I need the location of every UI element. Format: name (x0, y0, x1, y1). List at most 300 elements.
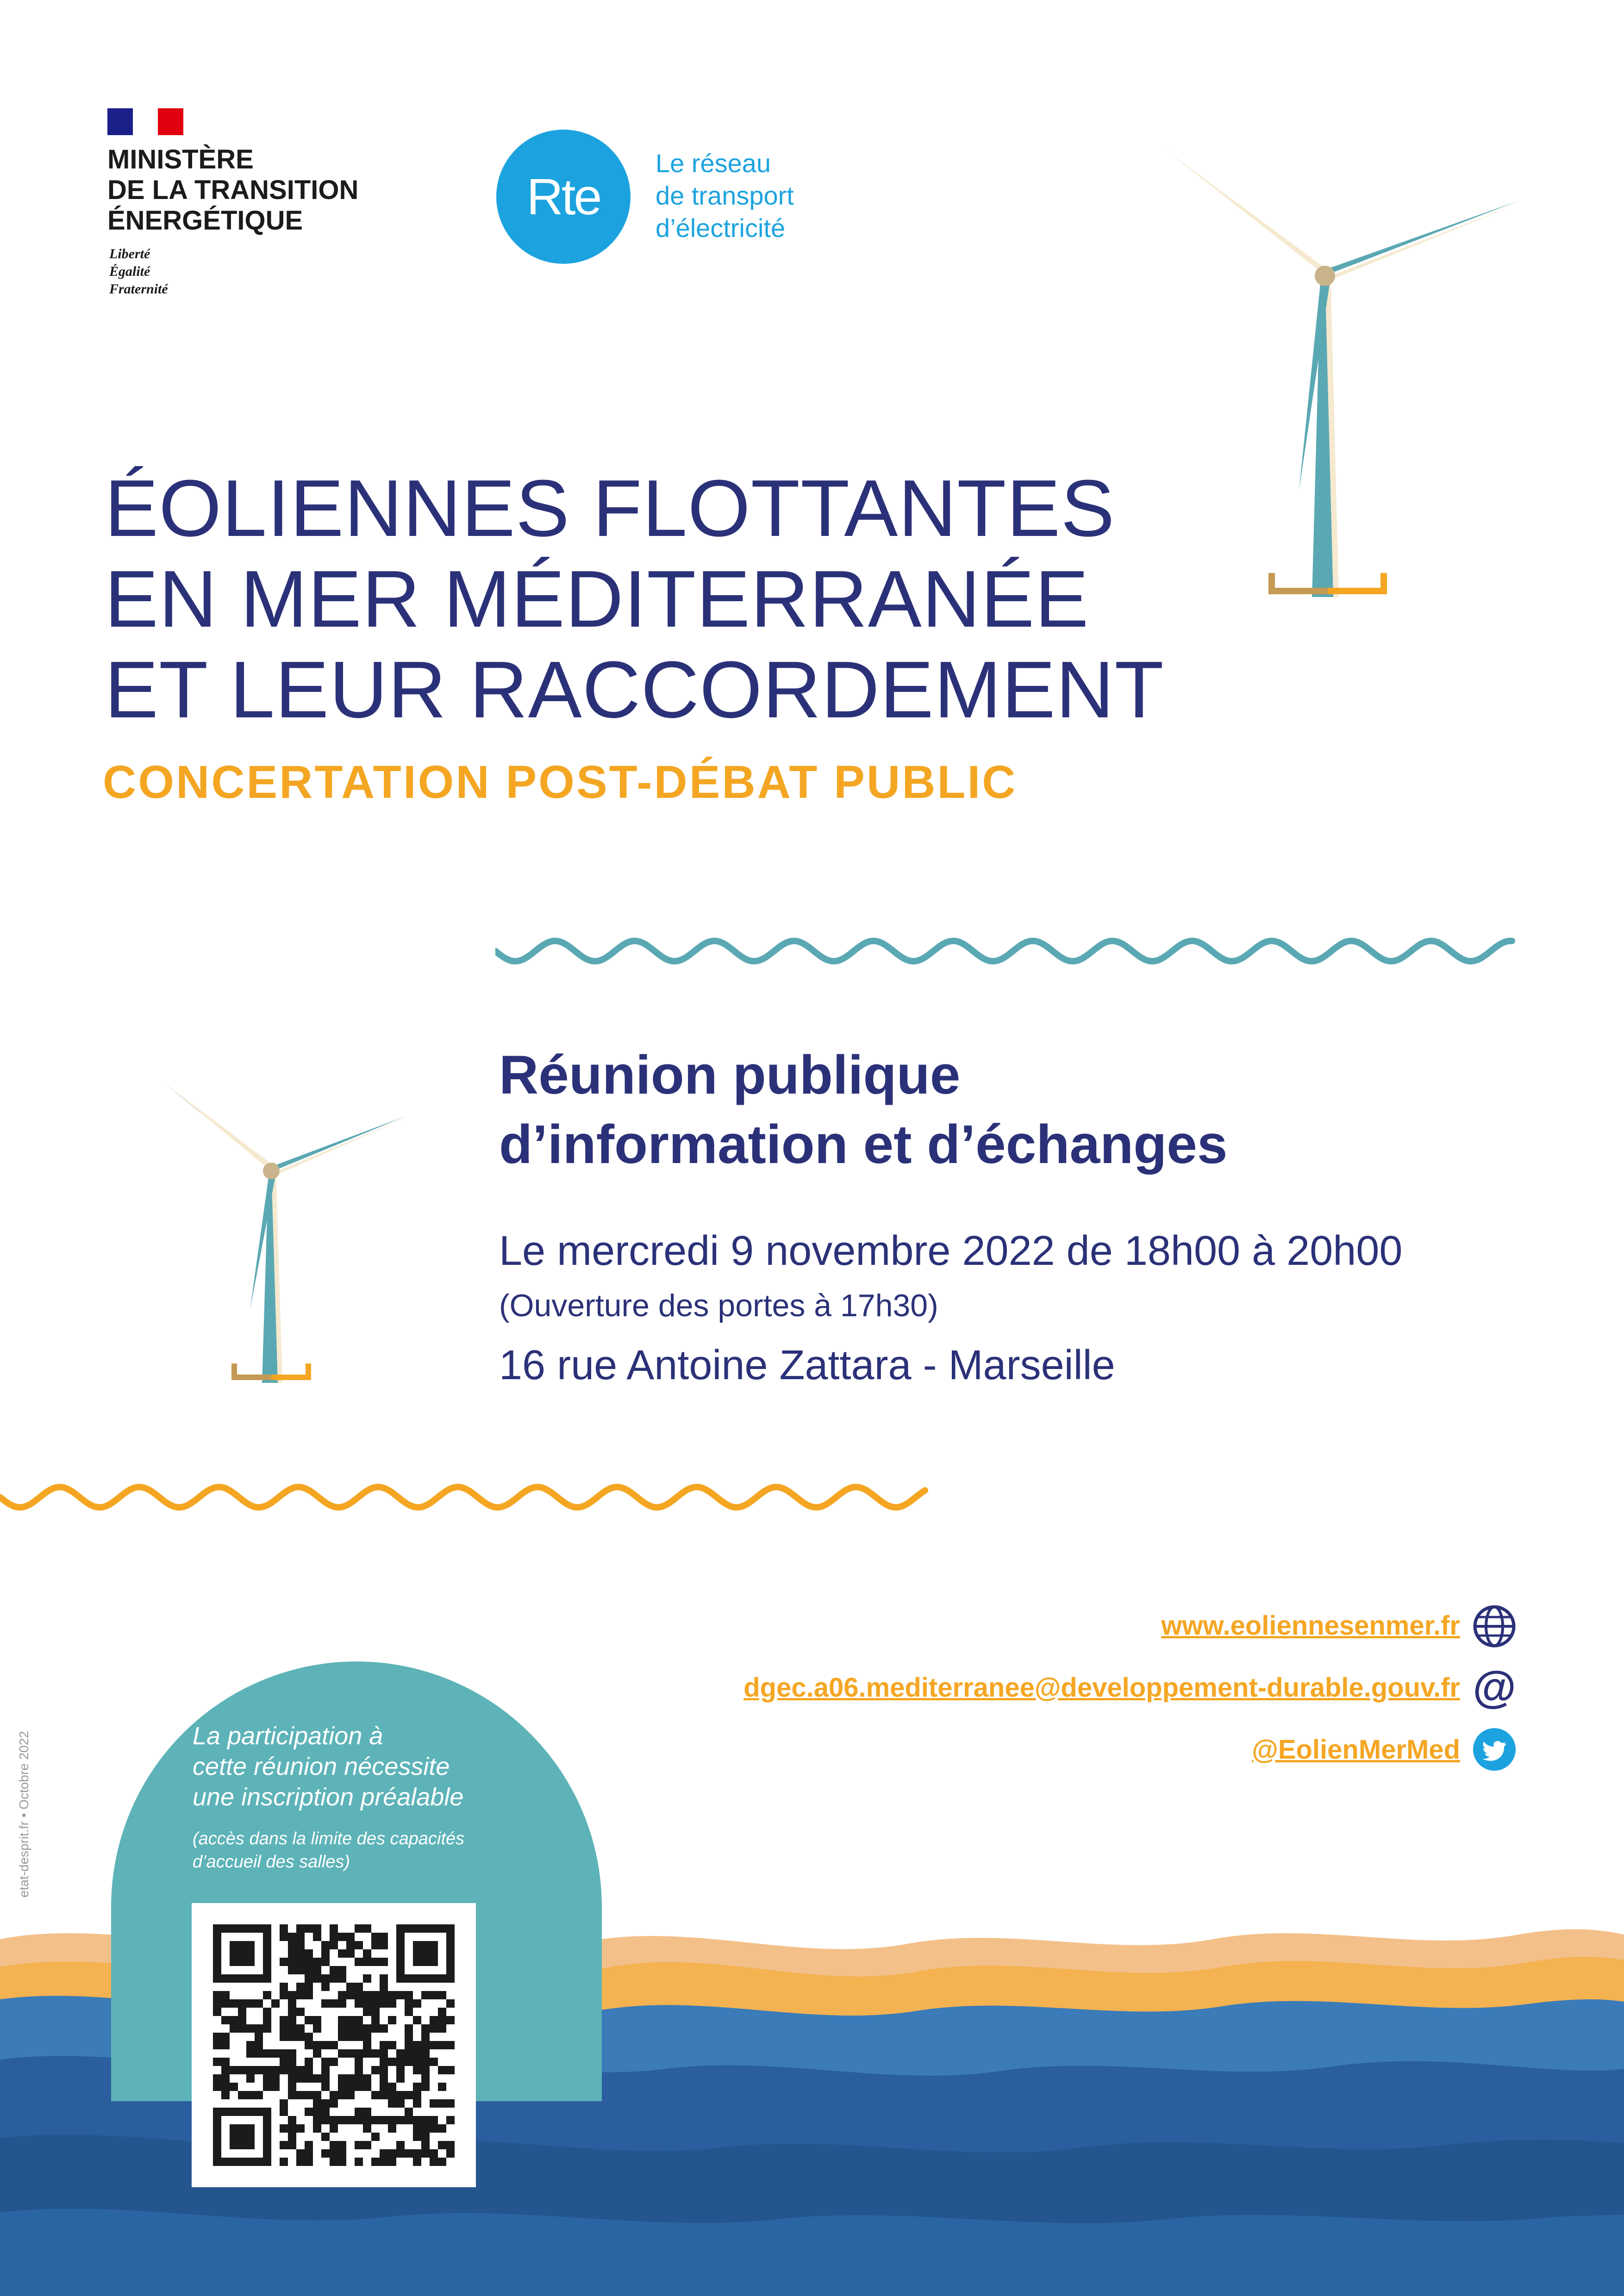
qr-module (305, 1974, 313, 1983)
twitter-link[interactable]: @EolienMerMed (1252, 1735, 1460, 1765)
qr-module (430, 1924, 438, 1933)
qr-module (280, 2024, 288, 2033)
qr-module (446, 2041, 455, 2049)
qr-module (246, 1958, 255, 1966)
qr-module (321, 1949, 330, 1958)
qr-module (446, 1933, 455, 1941)
registration-message (193, 1721, 563, 1812)
qr-module (255, 1999, 263, 2008)
qr-module (321, 2083, 330, 2091)
qr-module (346, 2024, 355, 2033)
qr-module (305, 2091, 313, 2099)
qr-module (413, 2099, 421, 2108)
qr-module (380, 1974, 388, 1983)
qr-module (246, 2091, 255, 2099)
qr-module (271, 1999, 280, 2008)
qr-module (246, 1974, 255, 1983)
qr-module (430, 1958, 438, 1966)
qr-module (338, 2016, 346, 2024)
qr-module (371, 2049, 380, 2058)
qr-module (255, 2041, 263, 2049)
qr-module (238, 1924, 246, 1933)
qr-module (230, 2133, 238, 2141)
qr-module (296, 2149, 305, 2158)
qr-module (238, 1999, 246, 2008)
qr-module (438, 2141, 446, 2149)
qr-module (305, 2141, 313, 2149)
qr-module (355, 2141, 363, 2149)
qr-module (280, 2141, 288, 2149)
qr-module (246, 2024, 255, 2033)
qr-module (255, 2049, 263, 2058)
qr-module (296, 2158, 305, 2166)
qr-module (213, 1999, 221, 2008)
qr-module (355, 1999, 363, 2008)
qr-module (380, 2066, 388, 2074)
qr-module (330, 2058, 338, 2066)
qr-module (296, 1983, 305, 1991)
qr-module (405, 2108, 413, 2116)
qr-module (363, 1924, 371, 1933)
qr-module (321, 1958, 330, 1966)
qr-module (313, 1924, 321, 1933)
qr-module (355, 2049, 363, 2058)
qr-module (380, 1958, 388, 1966)
qr-module (338, 1933, 346, 1941)
qr-module (280, 2058, 288, 2066)
qr-module (213, 2074, 221, 2083)
qr-module (438, 2066, 446, 2074)
qr-module (221, 2091, 230, 2099)
qr-module (305, 2016, 313, 2024)
qr-module (280, 2066, 288, 2074)
qr-module (346, 2116, 355, 2124)
registration-line: cette réunion nécessite (193, 1753, 450, 1780)
qr-module (280, 2158, 288, 2166)
qr-module (263, 2016, 271, 2024)
qr-module (371, 2091, 380, 2099)
qr-module (288, 2091, 296, 2099)
qr-module (271, 2049, 280, 2058)
qr-code[interactable] (192, 1903, 476, 2187)
qr-module (221, 2058, 230, 2066)
qr-module (421, 1958, 430, 1966)
qr-module (371, 2024, 380, 2033)
qr-module (313, 2099, 321, 2108)
qr-module (446, 1966, 455, 1974)
qr-module (263, 2074, 271, 2083)
qr-module (355, 1924, 363, 1933)
qr-module (288, 2124, 296, 2133)
qr-module (296, 1924, 305, 1933)
qr-module (421, 2066, 430, 2074)
qr-module (288, 2049, 296, 2058)
qr-module (246, 2141, 255, 2149)
qr-module (413, 2083, 421, 2091)
qr-module (396, 2074, 405, 2083)
qr-module (313, 2024, 321, 2033)
qr-module (230, 2141, 238, 2149)
email-link[interactable]: dgec.a06.mediterranee@developpement-durable.gouv.fr (743, 1673, 1460, 1703)
qr-module (363, 2033, 371, 2041)
qr-module (288, 1991, 296, 1999)
qr-module (338, 2116, 346, 2124)
qr-module (255, 1924, 263, 1933)
qr-module (255, 2033, 263, 2041)
qr-module (238, 2016, 246, 2024)
qr-module (305, 2149, 313, 2158)
qr-module (396, 2116, 405, 2124)
qr-module (355, 2033, 363, 2041)
qr-module (330, 1974, 338, 1983)
qr-module (388, 2058, 396, 2066)
qr-module (380, 1983, 388, 1991)
qr-module (246, 2074, 255, 2083)
qr-module (288, 1999, 296, 2008)
qr-module (238, 2091, 246, 2099)
qr-module (338, 2074, 346, 2083)
qr-module (213, 2008, 221, 2016)
title-line: ÉOLIENNES FLOTTANTES (105, 463, 1115, 553)
title-line: EN MER MÉDITERRANÉE (105, 554, 1089, 644)
qr-module (263, 1949, 271, 1958)
qr-module (263, 2083, 271, 2091)
qr-module (446, 1958, 455, 1966)
qr-module (388, 2158, 396, 2166)
qr-module (380, 1933, 388, 1941)
small-wind-turbine-illustration (148, 1064, 417, 1388)
qr-module (305, 1991, 313, 1999)
qr-module (321, 2066, 330, 2074)
qr-module (355, 1983, 363, 1991)
qr-module (221, 1991, 230, 1999)
qr-module (338, 2158, 346, 2166)
qr-module (446, 2016, 455, 2024)
qr-module (313, 2074, 321, 2083)
qr-module (213, 2058, 221, 2066)
qr-module (421, 2133, 430, 2141)
qr-module (363, 1999, 371, 2008)
qr-module (355, 2024, 363, 2033)
qr-module (396, 2149, 405, 2158)
qr-module (446, 2149, 455, 2158)
qr-module (396, 2058, 405, 2066)
qr-module (346, 1933, 355, 1941)
website-link[interactable]: www.eoliennesenmer.fr (1161, 1611, 1460, 1641)
qr-module (405, 2041, 413, 2049)
qr-module (430, 1991, 438, 1999)
qr-module (438, 1924, 446, 1933)
qr-module (380, 1999, 388, 2008)
qr-module (346, 1991, 355, 1999)
qr-module (413, 2133, 421, 2141)
qr-module (255, 2024, 263, 2033)
qr-module (430, 1974, 438, 1983)
qr-module (430, 2099, 438, 2108)
event-title-line: Réunion publique (499, 1045, 961, 1106)
qr-module (371, 1958, 380, 1966)
qr-module (371, 2133, 380, 2141)
qr-module (263, 2066, 271, 2074)
event-title-line: d’information et d’échanges (499, 1114, 1228, 1175)
qr-module (296, 2074, 305, 2083)
qr-module (263, 2133, 271, 2141)
globe-icon (1471, 1603, 1518, 1649)
qr-module (371, 1941, 380, 1949)
qr-module (321, 1974, 330, 1983)
qr-module (230, 1974, 238, 1983)
qr-module (446, 1924, 455, 1933)
qr-module (213, 2083, 221, 2091)
qr-code-panel[interactable] (192, 1903, 476, 2187)
qr-module (238, 2141, 246, 2149)
qr-module (246, 2124, 255, 2133)
qr-module (388, 2016, 396, 2024)
qr-module (396, 1941, 405, 1949)
qr-module (263, 2124, 271, 2133)
qr-module (421, 1991, 430, 1999)
rte-logo: Rte (496, 130, 631, 264)
qr-module (413, 2158, 421, 2166)
qr-module (213, 1991, 221, 1999)
qr-module (346, 2033, 355, 2041)
qr-module (346, 2016, 355, 2024)
qr-module (330, 2099, 338, 2108)
qr-module (396, 1933, 405, 1941)
qr-module (413, 2016, 421, 2024)
qr-module (338, 1966, 346, 1974)
qr-module (446, 2066, 455, 2074)
qr-module (313, 2049, 321, 2058)
qr-module (221, 2158, 230, 2166)
qr-module (230, 2124, 238, 2133)
qr-module (338, 1949, 346, 1958)
qr-module (213, 1933, 221, 1941)
qr-module (213, 2149, 221, 2158)
qr-module (305, 2058, 313, 2066)
qr-module (421, 2116, 430, 2124)
qr-module (280, 2016, 288, 2024)
qr-module (238, 2108, 246, 2116)
qr-module (230, 2024, 238, 2033)
qr-module (255, 2108, 263, 2116)
qr-module (446, 2099, 455, 2108)
qr-module (363, 2041, 371, 2049)
event-address: 16 rue Antoine Zattara - Marseille (499, 1342, 1115, 1388)
qr-module (380, 2091, 388, 2099)
qr-module (338, 2033, 346, 2041)
qr-module (380, 2074, 388, 2083)
qr-module (221, 2074, 230, 2083)
ministry-line: DE LA TRANSITION (107, 175, 359, 205)
qr-module (296, 2091, 305, 2099)
qr-module (438, 2008, 446, 2016)
qr-module (305, 1958, 313, 1966)
qr-module (355, 2016, 363, 2024)
qr-module (355, 2116, 363, 2124)
qr-module (296, 1941, 305, 1949)
qr-module (263, 2024, 271, 2033)
qr-module (421, 2124, 430, 2133)
qr-module (430, 2041, 438, 2049)
qr-module (288, 2133, 296, 2141)
qr-module (405, 1999, 413, 2008)
qr-module (413, 2049, 421, 2058)
qr-module (413, 1924, 421, 1933)
qr-module (421, 2041, 430, 2049)
qr-module (413, 1958, 421, 1966)
qr-module (246, 2041, 255, 2049)
qr-module (321, 2058, 330, 2066)
qr-module (296, 2008, 305, 2016)
qr-module (438, 2124, 446, 2133)
qr-module (280, 2108, 288, 2116)
qr-module (363, 2141, 371, 2149)
qr-module (380, 2041, 388, 2049)
qr-module (280, 2124, 288, 2133)
qr-module (255, 2091, 263, 2099)
ministry-name (107, 144, 413, 236)
qr-module (355, 2074, 363, 2083)
qr-module (388, 2099, 396, 2108)
qr-module (313, 2016, 321, 2024)
qr-module (405, 2116, 413, 2124)
qr-module (430, 2016, 438, 2024)
qr-module (246, 1949, 255, 1958)
qr-module (396, 1991, 405, 1999)
qr-module (246, 1941, 255, 1949)
qr-module (313, 2091, 321, 2099)
qr-module (363, 2116, 371, 2124)
qr-module (280, 1991, 288, 1999)
qr-module (213, 1958, 221, 1966)
qr-module (213, 2033, 221, 2041)
qr-module (388, 2116, 396, 2124)
qr-module (288, 2008, 296, 2016)
qr-module (388, 1991, 396, 1999)
qr-module (263, 1974, 271, 1983)
qr-module (396, 2091, 405, 2099)
qr-module (421, 1949, 430, 1958)
french-flag-logo (107, 108, 183, 135)
qr-module (430, 2116, 438, 2124)
qr-module (371, 2116, 380, 2124)
qr-module (263, 2158, 271, 2166)
qr-module (346, 2083, 355, 2091)
qr-module (388, 1999, 396, 2008)
qr-module (371, 1933, 380, 1941)
qr-module (355, 1991, 363, 1999)
qr-module (413, 1941, 421, 1949)
qr-module (330, 2116, 338, 2124)
qr-module (313, 2116, 321, 2124)
credit-text: etat-desprit.fr • Octobre 2022 (17, 1731, 31, 1898)
qr-module (363, 2124, 371, 2133)
qr-module (238, 2133, 246, 2141)
qr-module (255, 2066, 263, 2074)
qr-module (246, 2066, 255, 2074)
qr-module (280, 1924, 288, 1933)
rte-tagline-line: d’électricité (656, 213, 786, 243)
qr-module (413, 1999, 421, 2008)
qr-module (446, 1941, 455, 1949)
qr-module (321, 2074, 330, 2083)
qr-module (230, 1949, 238, 1958)
qr-module (280, 2033, 288, 2041)
qr-module (380, 2149, 388, 2158)
qr-module (405, 2024, 413, 2033)
qr-module (330, 1924, 338, 1933)
motto-line: Fraternité (109, 281, 168, 297)
qr-module (330, 2158, 338, 2166)
qr-module (396, 1958, 405, 1966)
qr-module (446, 1999, 455, 2008)
qr-module (213, 1974, 221, 1983)
registration-note-line: (accès dans la limite des capacités (193, 1829, 465, 1848)
qr-module (346, 2074, 355, 2083)
at-sign-icon (1471, 1665, 1518, 1711)
large-wind-turbine-illustration (1148, 139, 1537, 602)
qr-module (230, 1958, 238, 1966)
page-title (105, 463, 1169, 735)
qr-module (263, 2049, 271, 2058)
qr-module (388, 2149, 396, 2158)
qr-module (413, 2116, 421, 2124)
qr-module (330, 1933, 338, 1941)
qr-module (230, 2158, 238, 2166)
qr-module (213, 2124, 221, 2133)
qr-module (305, 1983, 313, 1991)
qr-module (296, 2033, 305, 2041)
qr-module (221, 1924, 230, 1933)
qr-module (321, 1941, 330, 1949)
qr-module (355, 1958, 363, 1966)
qr-module (330, 2141, 338, 2149)
qr-module (363, 1958, 371, 1966)
qr-module (346, 1983, 355, 1991)
qr-module (421, 2083, 430, 2091)
qr-module (355, 1941, 363, 1949)
qr-module (321, 2108, 330, 2116)
qr-module (355, 2158, 363, 2166)
qr-module (430, 2058, 438, 2066)
qr-module (421, 1974, 430, 1983)
qr-module (296, 1991, 305, 1999)
qr-module (288, 1949, 296, 1958)
qr-module (330, 1941, 338, 1949)
qr-module (438, 2024, 446, 2033)
qr-module (238, 2066, 246, 2074)
qr-module (355, 2083, 363, 2091)
qr-module (230, 1941, 238, 1949)
qr-module (280, 2099, 288, 2108)
qr-module (430, 1941, 438, 1949)
qr-module (238, 2024, 246, 2033)
qr-module (213, 2141, 221, 2149)
twitter-icon (1471, 1726, 1518, 1773)
qr-module (238, 1941, 246, 1949)
qr-module (213, 1924, 221, 1933)
qr-module (305, 2066, 313, 2074)
qr-module (246, 1999, 255, 2008)
qr-module (313, 1974, 321, 1983)
qr-module (380, 2158, 388, 2166)
qr-module (446, 1974, 455, 1983)
qr-module (405, 2049, 413, 2058)
qr-module (438, 1991, 446, 1999)
qr-module (388, 2091, 396, 2099)
ministry-line: ÉNERGÉTIQUE (107, 205, 303, 236)
